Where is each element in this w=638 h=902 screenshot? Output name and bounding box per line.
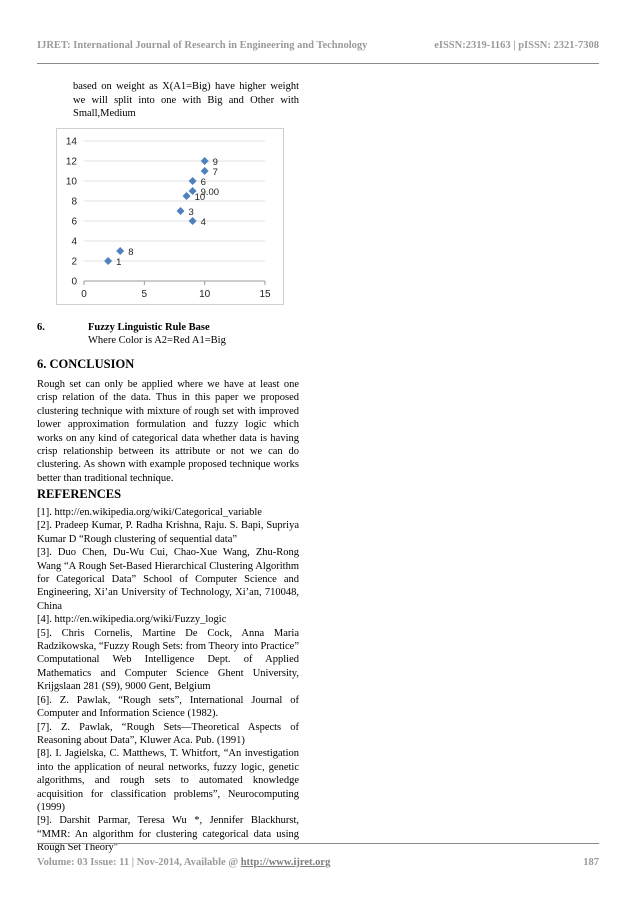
conclusion-paragraph: Rough set can only be applied where we have at least one crisp relation of the data. Thus in this paper we proposed clustering technique with mixture of rough set with improved lower approximation formulation and fuzzy logic which works on any kind of categorical data whether data is having crisp relationship between its attribute or not we can do clustering. As shown with example proposed technique works better than traditional technique. [37, 379, 299, 484]
x-tick-label: 15 [259, 289, 271, 300]
x-tick-label: 10 [199, 289, 211, 300]
section-number: 6. [37, 322, 45, 333]
data-label: 9.00 [200, 187, 220, 198]
footer-volume [37, 857, 330, 868]
data-point [189, 217, 197, 225]
x-tick-label: 0 [81, 289, 87, 300]
rule-line: Where Color is A2=Red A1=Big [88, 335, 226, 346]
y-tick-label: 8 [71, 196, 77, 208]
y-tick-label: 2 [71, 256, 77, 268]
references-heading: REFERENCES [37, 487, 122, 501]
data-label: 7 [212, 167, 218, 178]
conclusion-heading: 6. CONCLUSION [37, 357, 135, 371]
reference-item: [8]. I. Jagielska, C. Matthews, T. Whitfort, “An investigation into the application of neural networks, fuzzy logic, genetic algorithms, and rough sets to automated knowledge acquisition for classification problems”, Neurocomputing (1999) [37, 748, 299, 813]
data-point [201, 167, 209, 175]
footer-rule [37, 843, 599, 844]
page-number: 187 [583, 857, 599, 868]
data-label: 9 [212, 157, 218, 168]
reference-item: [4]. http://en.wikipedia.org/wiki/Fuzzy_logic [37, 614, 227, 626]
reference-item: [6]. Z. Pawlak, “Rough sets”, International Journal of Computer and Information Science (1982). [37, 694, 299, 720]
reference-item: [5]. Chris Cornelis, Martine De Cock, Anna Maria Radzikowska, “Fuzzy Rough Sets: from Theory into Practice” Computational Web Intelligence Dept. of Applied Mathematics and Computer Science Ghent University, Krijgslaan 281 (S9), 9000 Gent, Belgium [37, 627, 299, 693]
y-tick-label: 10 [65, 176, 77, 188]
data-label: 4 [200, 217, 206, 228]
reference-item: [7]. Z. Pawlak, “Rough Sets—Theoretical Aspects of Reasoning about Data”, Kluwer Aca. Pub. (1991) [37, 721, 299, 746]
volume-text: Volume: 03 Issue: 11 | Nov-2014, Available @ [37, 857, 241, 868]
reference-item: [2]. Pradeep Kumar, P. Radha Krishna, Raju. S. Bapi, Supriya Kumar D “Rough clustering of sequential data” [37, 520, 299, 545]
x-tick-label: 5 [141, 289, 148, 300]
data-label: 8 [128, 247, 134, 258]
references-list [37, 506, 299, 855]
header-rule [37, 63, 599, 64]
data-label: 10 [194, 192, 206, 203]
data-label: 3 [188, 207, 194, 218]
data-point [116, 247, 124, 255]
data-point [177, 207, 185, 215]
data-point [104, 257, 112, 265]
section-title: Fuzzy Linguistic Rule Base [88, 322, 210, 333]
data-point [201, 157, 209, 165]
running-header [37, 40, 599, 51]
y-tick-label: 12 [65, 156, 77, 168]
journal-link[interactable]: http://www.ijret.org [240, 857, 331, 868]
data-point [189, 177, 197, 185]
data-label: 1 [116, 257, 122, 268]
issn-text: eISSN:2319-1163 | pISSN: 2321-7308 [434, 40, 599, 51]
y-tick-label: 0 [71, 276, 77, 288]
reference-item: [9]. Darshit Parmar, Teresa Wu *, Jennifer Blackhurst, “MMR: An algorithm for clustering categorical data using Rough Set Theory" [37, 815, 299, 854]
data-label: 6 [200, 177, 206, 188]
y-tick-label: 6 [71, 216, 77, 228]
scatter-chart [56, 128, 284, 305]
intro-paragraph: based on weight as X(A1=Big) have higher weight we will split into one with Big and Other with Small,Medium [73, 81, 299, 119]
reference-item: [1]. http://en.wikipedia.org/wiki/Categorical_variable [37, 507, 262, 518]
journal-title: IJRET: International Journal of Research in Engineering and Technology [37, 40, 368, 51]
y-tick-label: 4 [71, 236, 77, 248]
chart-svg [57, 129, 283, 304]
data-point [183, 192, 191, 200]
reference-item: [3]. Duo Chen, Du-Wu Cui, Chao-Xue Wang, Zhu-Rong Wang “A Rough Set-Based Hierarchical Clustering Algorithm for Categorical Data” School of Computer Science and Engineering, Xi’an University of Technology, Xi’an, 710048, China [37, 547, 299, 612]
y-tick-label: 14 [65, 136, 77, 148]
running-footer [37, 857, 599, 868]
